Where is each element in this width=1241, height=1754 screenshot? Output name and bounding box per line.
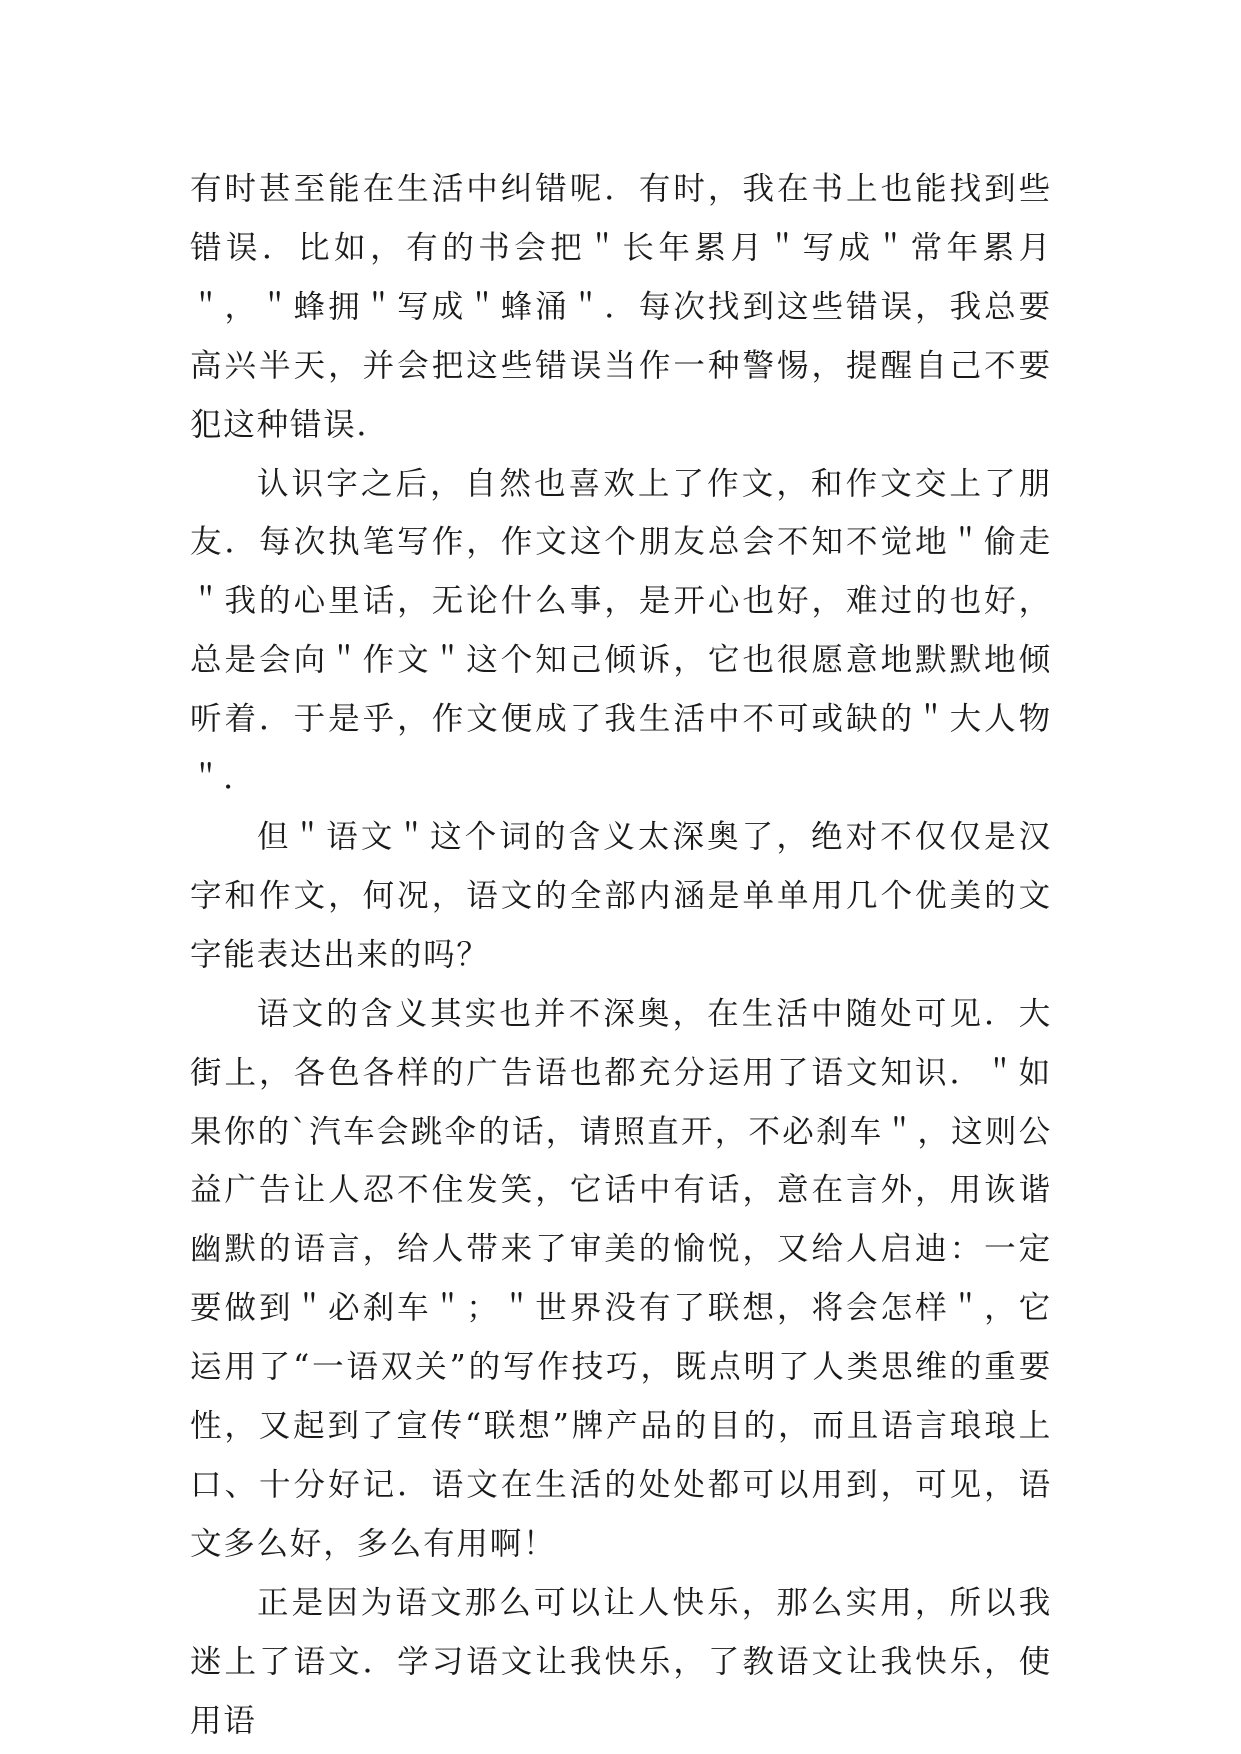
paragraph-5: 正是因为语文那么可以让人快乐，那么实用，所以我迷上了语文．学习语文让我快乐，了教语文让我快乐，使用语 xyxy=(190,1584,1052,1739)
paragraph-3: 但＂语文＂这个词的含义太深奥了，绝对不仅仅是汉字和作文，何况，语文的全部内涵是单单用几个优美的文字能表达出来的吗？ xyxy=(190,818,1052,973)
paragraph-2: 认识字之后，自然也喜欢上了作文，和作文交上了朋友．每次执笔写作，作文这个朋友总会不知不觉地＂偷走＂我的心里话，无论什么事，是开心也好，难过的也好，总是会向＂作文＂这个知己倾诉，它也很愿意地默默地倾听着．于是乎，作文便成了我生活中不可或缺的＂大人物＂． xyxy=(190,465,1052,797)
paragraph-4: 语文的含义其实也并不深奥，在生活中随处可见．大街上，各色各样的广告语也都充分运用了语文知识．＂如果你的`汽车会跳伞的话，请照直开，不必刹车＂，这则公益广告让人忍不住发笑，它话中有话，意在言外，用诙谐幽默的语言，给人带来了审美的愉悦，又给人启迪：一定要做到＂必刹车＂；＂世界没有了联想，将会怎样＂，它运用了“一语双关”的写作技巧，既点明了人类思维的重要性，又起到了宣传“联想”牌产品的目的，而且语言琅琅上口、十分好记．语文在生活的处处都可以用到，可见，语文多么好，多么有用啊！ xyxy=(190,995,1052,1562)
document-body xyxy=(190,160,1052,1750)
paragraph-1: 有时甚至能在生活中纠错呢．有时，我在书上也能找到些错误．比如，有的书会把＂长年累月＂写成＂常年累月＂，＂蜂拥＂写成＂蜂涌＂．每次找到这些错误，我总要高兴半天，并会把这些错误当作一种警惕，提醒自己不要犯这种错误． xyxy=(190,171,1052,443)
